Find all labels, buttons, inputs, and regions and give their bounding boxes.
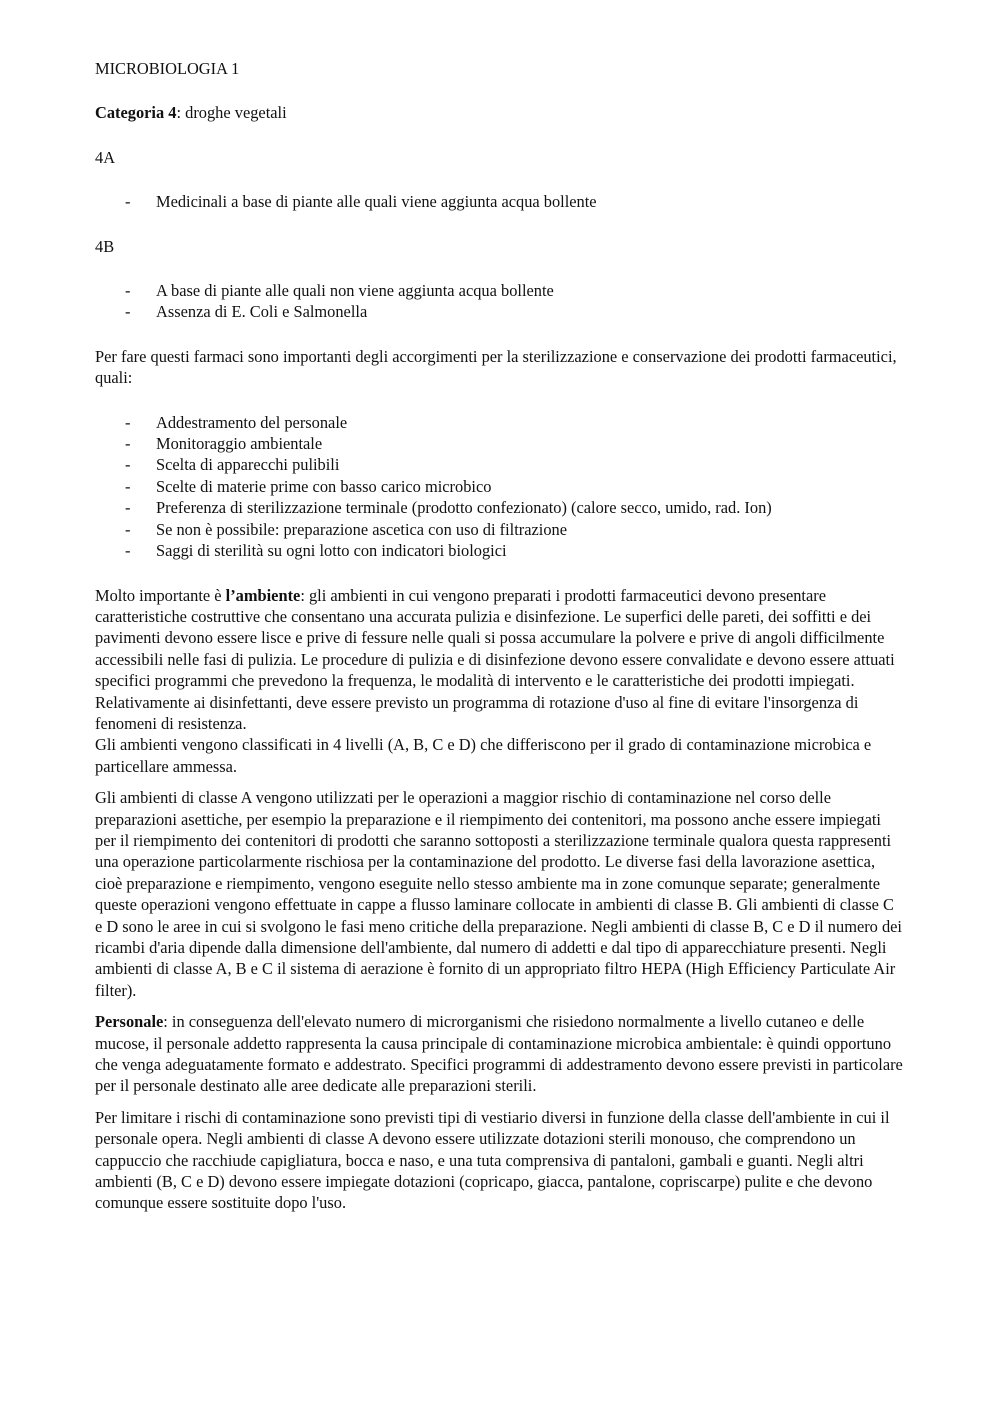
list-item (95, 519, 905, 540)
document-page (95, 58, 905, 1214)
list-item-text: Saggi di sterilità su ogni lotto con indicatori biologici (156, 541, 507, 561)
measures-list (95, 412, 905, 562)
ambiente-text: : gli ambienti in cui vengono preparati i prodotti farmaceutici devono presentare caratteristiche costruttive che consentano una accurata pulizia e disinfezione. Le superfici delle pareti, dei soffitti e dei pavimenti devono essere lisce e prive di fessure nelle quali si possa accumulare la polvere e prive di angoli difficilmente accessibili nelle fasi di pulizia. Le procedure di pulizia e di disinfezione devono essere convalidate e devono essere attuati specifici programmi che prevedono la frequenza, le modalità di intervento e le caratteristiche dei prodotti impiegati. Relativamente ai disinfettanti, deve essere previsto un programma di rotazione d'uso al fine di evitare l'insorgenza di fenomeni di resistenza. (95, 585, 895, 733)
category-label: Categoria 4 (95, 103, 177, 123)
personale-keyword: Personale (95, 1012, 164, 1032)
dash-bullet: - (125, 302, 131, 322)
ambiente-keyword: l’ambiente (225, 585, 301, 605)
list-item-text: Addestramento del personale (156, 412, 348, 432)
section-heading-4a: 4A (95, 147, 116, 167)
list-4b (95, 280, 905, 323)
list-item-text: Medicinali a base di piante alle quali viene aggiunta acqua bollente (156, 192, 597, 212)
dash-bullet: - (125, 498, 131, 518)
list-item (95, 540, 905, 561)
list-item (95, 476, 905, 497)
classi-paragraph: Gli ambienti di classe A vengono utilizzati per le operazioni a maggior rischio di contaminazione nel corso delle preparazioni asettiche, per esempio la preparazione e il riempimento dei contenitori, ma possono anche essere impiegati per il riempimento dei contenitori di prodotti che saranno sottoposti a sterilizzazione terminale qualora questa rappresenti una operazione particolarmente rischiosa per la contaminazione del prodotto. Le diverse fasi della lavorazione asettica, cioè preparazione e riempimento, vengono eseguite nello stesso ambiente ma in zone comunque separate; generalmente queste operazioni vengono effettuate in cappe a flusso laminare collocate in ambienti di classe B. Gli ambienti di classe C e D sono le aree in cui si svolgono le fasi meno critiche della preparazione. Negli ambienti di classe B, C e D il numero dei ricambi d'aria dipende dalla dimensione dell'ambiente, dal numero di addetti e dal tipo di apparecchiature presenti. Negli ambienti di classe A, B e C il sistema di aerazione è fornito di un appropriato filtro HEPA (High Efficiency Particulate Air filter). (95, 788, 902, 1000)
list-item (95, 433, 905, 454)
list-item-text: Scelte di materie prime con basso carico microbico (156, 476, 492, 496)
list-item (95, 280, 905, 301)
dash-bullet: - (125, 455, 131, 475)
list-item-text: Monitoraggio ambientale (156, 434, 323, 454)
list-item (95, 412, 905, 433)
section-heading-4b: 4B (95, 236, 115, 256)
list-item-text: Scelta di apparecchi pulibili (156, 455, 340, 475)
levels-paragraph: Gli ambienti vengono classificati in 4 livelli (A, B, C e D) che differiscono per il grado di contaminazione microbica e particellare ammessa. (95, 735, 872, 776)
vestiario-paragraph: Per limitare i rischi di contaminazione sono previsti tipi di vestiario diversi in funzione della classe dell'ambiente in cui il personale opera. Negli ambienti di classe A devono essere utilizzate dotazioni sterili monouso, che comprendono un cappuccio che racchiude capigliatura, bocca e naso, e una tuta comprensiva di pantaloni, gambali e guanti. Negli altri ambienti (B, C e D) devono essere impiegate dotazioni (copricapo, giacca, pantalone, copriscarpe) pulite e che devono comunque essere sostituite dopo l'uso. (95, 1107, 890, 1213)
personale-paragraph (95, 1011, 905, 1097)
ambiente-prefix: Molto importante è (95, 585, 226, 605)
dash-bullet: - (125, 476, 131, 496)
personale-text: : in conseguenza dell'elevato numero di microrganismi che risiedono normalmente a livello cutaneo e delle mucose, il personale addetto rappresenta la causa principale di contaminazione microbica ambientale: è quindi opportuno che venga adeguatamente formato e addestrato. Specifici programmi di addestramento devono essere previsti in particolare per il personale destinato alle aree dedicate alle preparazioni sterili. (95, 1012, 903, 1096)
dash-bullet: - (125, 281, 131, 301)
list-item (95, 301, 905, 322)
list-item (95, 497, 905, 518)
list-item-text: Se non è possibile: preparazione ascetica con uso di filtrazione (156, 519, 567, 539)
dash-bullet: - (125, 434, 131, 454)
category-line (95, 102, 905, 123)
list-item (95, 454, 905, 475)
list-item-text: Preferenza di sterilizzazione terminale (prodotto confezionato) (calore secco, umido, rad. Ion) (156, 498, 772, 518)
list-item (95, 191, 905, 212)
ambiente-paragraph (95, 585, 905, 735)
dash-bullet: - (125, 519, 131, 539)
intro-paragraph: Per fare questi farmaci sono importanti degli accorgimenti per la sterilizzazione e conservazione dei prodotti farmaceutici, quali: (95, 346, 897, 388)
dash-bullet: - (125, 192, 131, 212)
list-item-text: Assenza di E. Coli e Salmonella (156, 302, 368, 322)
document-header: MICROBIOLOGIA 1 (95, 59, 240, 78)
dash-bullet: - (125, 541, 131, 561)
list-item-text: A base di piante alle quali non viene aggiunta acqua bollente (156, 281, 554, 301)
category-description: : droghe vegetali (176, 103, 287, 123)
list-4a (95, 191, 905, 212)
dash-bullet: - (125, 412, 131, 432)
